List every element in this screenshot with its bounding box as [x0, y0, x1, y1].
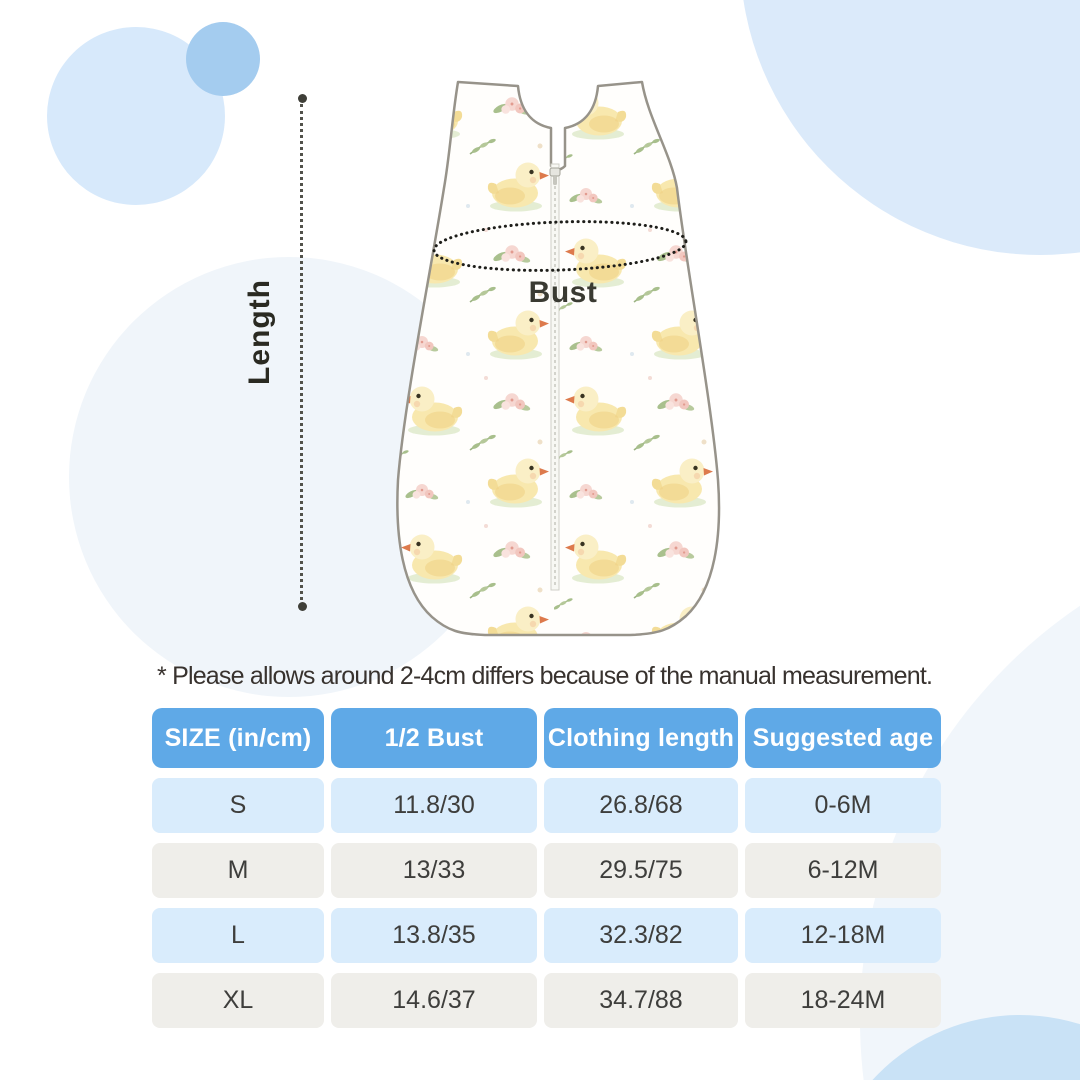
cell-length-l: 32.3/82: [544, 908, 738, 963]
cell-age-xl: 18-24M: [745, 973, 941, 1028]
length-label: Length: [243, 279, 276, 385]
cell-size-l: L: [152, 908, 324, 963]
header-suggested-age: Suggested age: [745, 708, 941, 768]
sleep-sack-illustration: [390, 74, 726, 640]
decor-circle-top-left-small: [186, 22, 260, 96]
cell-length-s: 26.8/68: [544, 778, 738, 833]
cell-length-m: 29.5/75: [544, 843, 738, 898]
length-line-bottom-dot: [298, 602, 307, 611]
decor-circle-top-right: [740, 0, 1080, 255]
header-half-bust: 1/2 Bust: [331, 708, 537, 768]
length-line-top-dot: [298, 94, 307, 103]
bust-measure-ellipse: [425, 214, 695, 280]
cell-age-m: 6-12M: [745, 843, 941, 898]
cell-size-m: M: [152, 843, 324, 898]
size-table: [152, 708, 941, 1028]
cell-bust-l: 13.8/35: [331, 908, 537, 963]
cell-bust-s: 11.8/30: [331, 778, 537, 833]
cell-size-xl: XL: [152, 973, 324, 1028]
header-size: SIZE (in/cm): [152, 708, 324, 768]
measurement-note: * Please allows around 2-4cm differs because of the manual measurement.: [157, 662, 933, 690]
cell-length-xl: 34.7/88: [544, 973, 738, 1028]
header-clothing-length: Clothing length: [544, 708, 738, 768]
cell-age-s: 0-6M: [745, 778, 941, 833]
cell-bust-m: 13/33: [331, 843, 537, 898]
cell-age-l: 12-18M: [745, 908, 941, 963]
length-measure-line: [300, 104, 303, 600]
bust-label: Bust: [528, 276, 598, 309]
cell-bust-xl: 14.6/37: [331, 973, 537, 1028]
cell-size-s: S: [152, 778, 324, 833]
